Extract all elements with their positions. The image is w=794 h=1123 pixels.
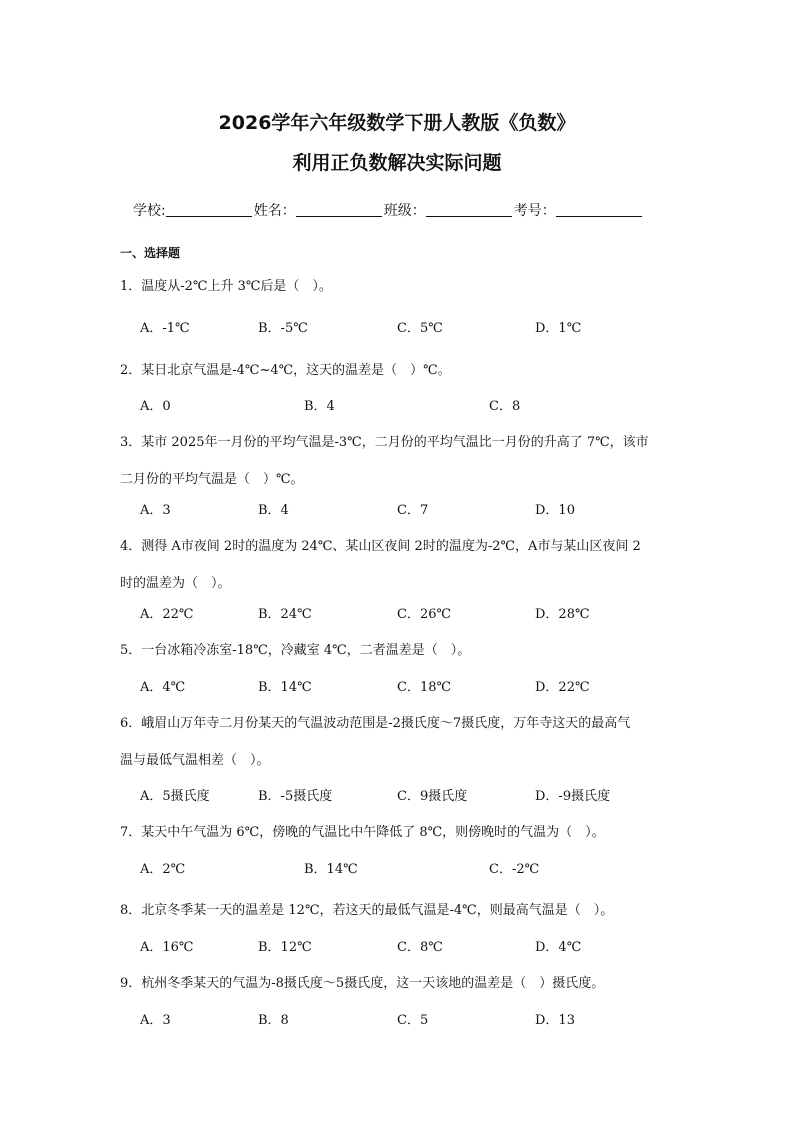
question-5-option-c: C．18℃ — [397, 680, 452, 695]
question-6-text-line-2: 温与最低气温相差（ ）。 — [120, 753, 270, 768]
question-3-text-line-1: 3．某市 2025年一月份的平均气温是-3℃，二月份的平均气温比一月份的升高了 7℃，该市 — [120, 435, 649, 450]
class-blank — [426, 202, 512, 217]
question-7-option-c: C．-2℃ — [489, 862, 540, 877]
question-6-text-line-1: 6．峨眉山万年寺二月份某天的气温波动范围是-2摄氏度～7摄氏度，万年寺这天的最高气 — [120, 716, 631, 731]
question-1-text: 1．温度从-2℃上升 3℃后是（ ）。 — [120, 279, 332, 294]
name-label: 姓名： — [253, 203, 296, 219]
question-6-option-c: C．9摄氏度 — [397, 789, 468, 804]
section-title: 一、选择题 — [120, 246, 181, 260]
question-9-option-c: C．5 — [397, 1013, 429, 1028]
question-8-option-c: C．8℃ — [397, 940, 443, 955]
question-2-text: 2．某日北京气温是-4℃~4℃，这天的温差是（ ）℃。 — [120, 363, 451, 378]
question-8-option-d: D．4℃ — [535, 940, 582, 955]
question-9-text: 9．杭州冬季某天的气温为-8摄氏度～5摄氏度，这一天该地的温差是（ ）摄氏度。 — [120, 976, 605, 991]
question-4-option-d: D．28℃ — [535, 607, 590, 622]
question-8-option-b: B．12℃ — [258, 940, 312, 955]
question-4-text-line-1: 4．测得 A市夜间 2时的温度为 24℃、某山区夜间 2时的温度为-2℃，A市与某山区夜间 2 — [120, 539, 641, 554]
exam-number-label: 考号： — [513, 203, 556, 219]
question-3-text-line-2: 二月份的平均气温是（ ）℃。 — [120, 472, 304, 487]
question-5-option-d: D．22℃ — [535, 680, 590, 695]
question-2-option-c: C．8 — [489, 399, 521, 414]
question-6-option-d: D．-9摄氏度 — [535, 789, 611, 804]
question-8-option-a: A．16℃ — [140, 940, 194, 955]
question-5-option-b: B．14℃ — [258, 680, 312, 695]
question-1-option-c: C．5℃ — [397, 321, 443, 336]
question-1-option-b: B．-5℃ — [258, 321, 308, 336]
question-7-option-a: A．2℃ — [140, 862, 186, 877]
question-9-option-a: A．3 — [140, 1013, 171, 1028]
question-3-option-b: B．4 — [258, 503, 289, 518]
question-6-option-a: A．5摄氏度 — [140, 789, 210, 804]
school-label: 学校: — [133, 203, 166, 219]
question-4-option-a: A．22℃ — [140, 607, 194, 622]
question-7-text: 7．某天中午气温为 6℃，傍晚的气温比中午降低了 8℃，则傍晚时的气温为（ ）。 — [120, 825, 605, 840]
school-blank — [166, 202, 252, 217]
question-2-option-b: B．4 — [304, 399, 335, 414]
question-2-option-a: A．0 — [140, 399, 171, 414]
question-8-text: 8．北京冬季某一天的温差是 12℃，若这天的最低气温是-4℃，则最高气温是（ ）。 — [120, 903, 614, 918]
document-subtitle: 利用正负数解决实际问题 — [292, 152, 502, 174]
question-7-option-b: B．14℃ — [304, 862, 358, 877]
question-3-option-a: A．3 — [140, 503, 171, 518]
question-1-option-a: A．-1℃ — [140, 321, 190, 336]
name-blank — [296, 202, 382, 217]
class-label: 班级： — [383, 203, 426, 219]
question-9-option-b: B．8 — [258, 1013, 289, 1028]
question-4-text-line-2: 时的温差为（ ）。 — [120, 576, 231, 591]
question-5-text: 5．一台冰箱冷冻室-18℃，冷藏室 4℃，二者温差是（ ）。 — [120, 643, 471, 658]
question-6-option-b: B．-5摄氏度 — [258, 789, 333, 804]
document-title: 2026学年六年级数学下册人教版《负数》 — [218, 112, 576, 134]
question-1-option-d: D．1℃ — [535, 321, 582, 336]
question-3-option-c: C．7 — [397, 503, 429, 518]
student-info-row — [133, 200, 644, 220]
question-4-option-b: B．24℃ — [258, 607, 312, 622]
question-3-option-d: D．10 — [535, 503, 575, 518]
question-5-option-a: A．4℃ — [140, 680, 186, 695]
question-4-option-c: C．26℃ — [397, 607, 452, 622]
exam-number-blank — [556, 202, 642, 217]
question-9-option-d: D．13 — [535, 1013, 575, 1028]
